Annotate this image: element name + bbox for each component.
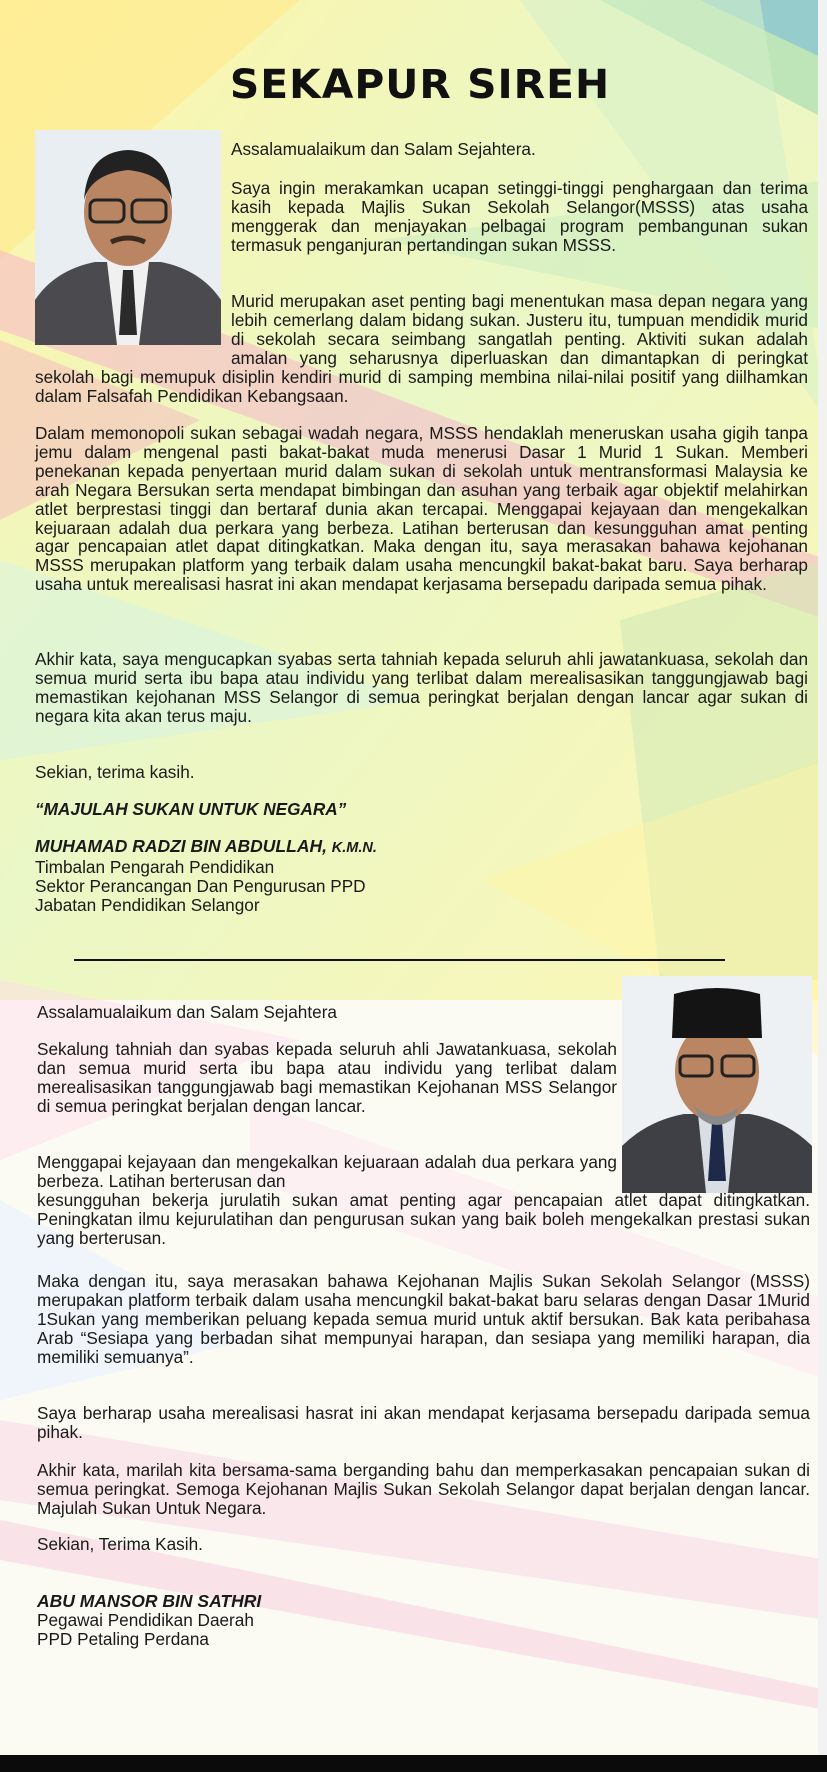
s1-signature-name: MUHAMAD RADZI BIN ABDULLAH, — [35, 836, 327, 856]
s1-signature-line-2: Sektor Perancangan Dan Pengurusan PPD — [35, 875, 366, 896]
s2-signature-line-2: PPD Petaling Perdana — [37, 1628, 209, 1649]
s2-closing: Sekian, Terima Kasih. — [37, 1534, 203, 1554]
s1-paragraph-3: Dalam memonopoli sukan sebagai wadah negara, MSSS hendaklah meneruskan usaha gigih tanpa jemu dalam mengenal pasti bakat-bakat muda menerusi Dasar 1 Murid 1 Sukan. Memberi penekanan kepada penyertaan murid dalam sukan di sekolah untuk mentransformasi Malaysia ke arah Negara Bersukan serta mendapat bimbingan dan asuhan yang terbaik agar objektif melahirkan atlet berprestasi tinggi dan bertaraf dunia akan tercapai. Menggapai kejayaan dan mengekalkan kejuaraan adalah dua perkara yang berbeza. Latihan berterusan dan kesungguhan amat penting agar pencapaian atlet dapat ditingkatkan. Maka dengan itu, saya merasakan bahawa kejohanan MSSS merupakan platform yang terbaik dalam usaha mencungkil bakat-bakat baru. Saya berharap usaha untuk merealisasi hasrat ini akan mendapat kerjasama bersepadu daripada semua pihak. — [35, 423, 808, 595]
s1-motto: “MAJULAH SUKAN UNTUK NEGARA” — [35, 799, 347, 819]
page-edge-right — [818, 0, 827, 1772]
s1-paragraph-2 — [35, 292, 808, 405]
s1-signature-line-3: Jabatan Pendidikan Selangor — [35, 894, 260, 915]
page-title: SEKAPUR SIREH — [229, 62, 611, 108]
s1-closing: Sekian, terima kasih. — [35, 762, 195, 782]
s2-signature — [37, 1592, 810, 1649]
s2-signature-name: ABU MANSOR BIN SATHRI — [37, 1591, 262, 1611]
s2-paragraph-5: Akhir kata, marilah kita bersama-sama berganding bahu dan memperkasakan pencapaian sukan di semua peringkat. Semoga Kejohanan Majlis Sukan Sekolah Selangor dapat berjalan dengan lancar. Majulah Sukan Untuk Negara. — [37, 1460, 810, 1518]
page-edge-bottom — [0, 1755, 827, 1772]
s1-paragraph-4: Akhir kata, saya mengucapkan syabas serta tahniah kepada seluruh ahli jawatankuasa, sekolah dan semua murid serta ibu bapa atau individu yang terlibat dalam merealisasikan tanggungjawab bagi memastikan kejohanan MSS Selangor di semua peringkat berjalan dengan lancar agar sukan di negara kita akan terus maju. — [35, 649, 808, 726]
s2-paragraph-3: Maka dengan itu, saya merasakan bahawa Kejohanan Majlis Sukan Sekolah Selangor (MSSS) merupakan platform terbaik dalam usaha mencungkil bakat-bakat baru selaras dengan Dasar 1Murid 1Sukan yang memberikan peluang kepada semua murid untuk aktif bersukan. Bak kata peribahasa Arab “Sesiapa yang berbadan sihat mempunyai harapan, dan sesiapa yang memiliki harapan, dia memiliki semuanya”. — [37, 1271, 810, 1367]
s2-paragraph-1: Sekalung tahniah dan syabas kepada seluruh ahli Jawatankuasa, sekolah dan semua murid serta ibu bapa atau individu yang terlibat dalam merealisasikan tanggungjawab bagi memastikan Kejohanan MSS Selangor di semua peringkat berjalan dengan lancar. — [37, 1039, 617, 1116]
s2-paragraph-2a: Menggapai kejayaan dan mengekalkan kejuaraan adalah dua perkara yang berbeza. Latihan berterusan dan — [37, 1152, 617, 1191]
greeting-1-text: Assalamualaikum dan Salam Sejahtera. — [231, 139, 536, 159]
s1-signature-line-1: Timbalan Pengarah Pendidikan — [35, 856, 275, 877]
s2-paragraph-4: Saya berharap usaha merealisasi hasrat ini akan mendapat kerjasama bersepadu daripada semua pihak. — [37, 1403, 810, 1442]
s2-signature-line-1: Pegawai Pendidikan Daerah — [37, 1609, 254, 1630]
s1-signature-honorific: K.M.N. — [331, 840, 377, 856]
s1-paragraph-1: Saya ingin merakamkan ucapan setinggi-tinggi penghargaan dan terima kasih kepada Majlis Sukan Sekolah Selangor(MSSS) atas usaha menggerak dan menjayakan pelbagai program pembangunan sukan termasuk penganjuran pertandingan sukan MSSS. — [231, 178, 808, 255]
section-divider — [74, 959, 725, 961]
s2-greeting: Assalamualaikum dan Salam Sejahtera — [37, 1002, 337, 1022]
s1-paragraph-2-text: Murid merupakan aset penting bagi menentukan masa depan negara yang lebih cemerlang dalam bidang sukan. Justeru itu, tumpuan mendidik murid di sekolah secara seimbang sangatlah penting. Aktiviti sukan adalah amalan yang seharusnya diperluaskan dan dimantapkan di peringkat sekolah bagi memupuk disiplin kendiri murid di samping membina nilai-nilai positif yang diilhamkan dalam Falsafah Pendidikan Kebangsaan. — [35, 291, 808, 406]
s1-signature — [35, 837, 808, 915]
s2-paragraph-2b: kesungguhan bekerja jurulatih sukan amat penting agar pencapaian atlet dapat ditingkatkan. Peningkatan ilmu kejurulatihan dan pengurusan sukan yang baik boleh mengekalkan prestasi sukan yang berterusan. — [37, 1189, 810, 1248]
